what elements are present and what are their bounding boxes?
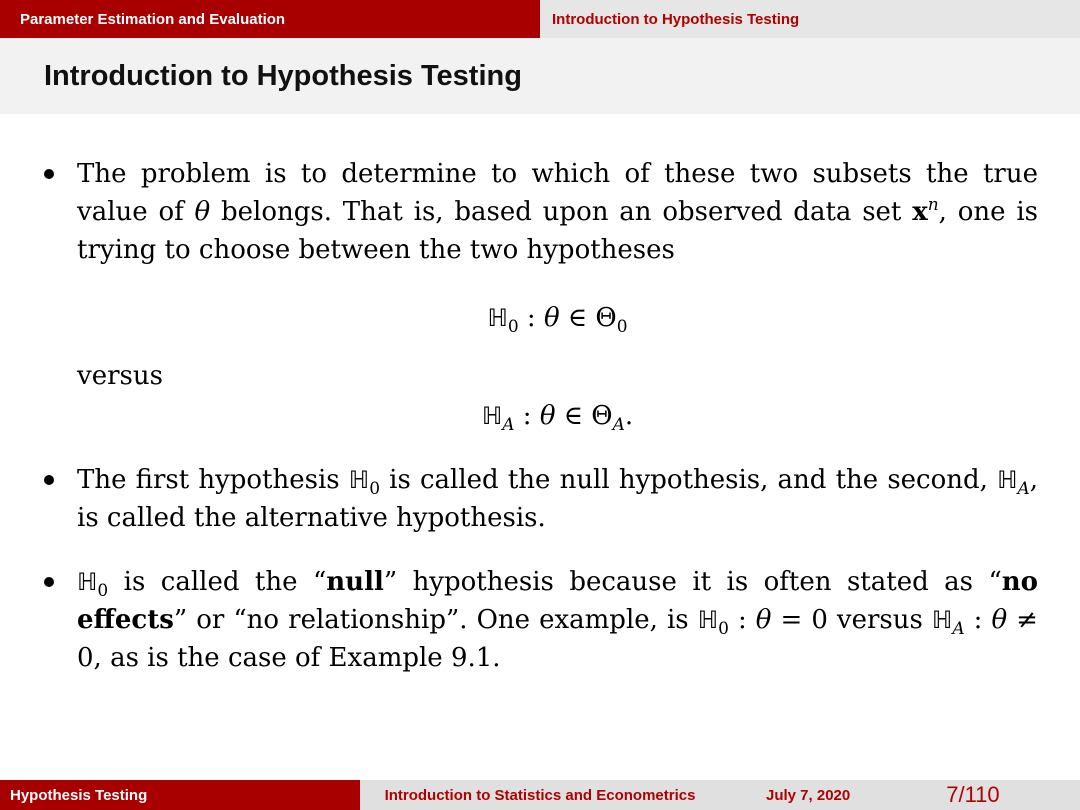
blackboard-h: ℍ bbox=[997, 466, 1018, 494]
text: The problem is to determine to which of these two subsets the true value of bbox=[77, 159, 1038, 227]
footer-date: July 7, 2020 bbox=[766, 786, 851, 804]
blackboard-h: ℍ bbox=[487, 304, 508, 332]
text: belongs. That is, based upon an observed data set bbox=[210, 197, 913, 227]
text: ∈ Θ bbox=[559, 303, 617, 333]
blackboard-h: ℍ bbox=[697, 606, 719, 634]
footer-bar bbox=[0, 780, 1080, 810]
bullet-icon bbox=[44, 475, 54, 485]
text: : bbox=[964, 605, 992, 635]
page-number: 7/110 bbox=[946, 782, 1000, 807]
text: is called the null hypothesis, and the second, bbox=[380, 465, 998, 495]
text: The first hypothesis bbox=[77, 465, 349, 495]
subscript: 0 bbox=[616, 317, 628, 337]
blackboard-h: ℍ bbox=[77, 568, 98, 596]
header-subsection[interactable]: Introduction to Hypothesis Testing bbox=[540, 0, 1080, 38]
text: is called the “ bbox=[108, 567, 327, 597]
versus-text: versus bbox=[77, 361, 163, 391]
subscript: A bbox=[952, 619, 965, 639]
slide-content bbox=[44, 155, 1038, 677]
subscript: A bbox=[502, 415, 515, 435]
null-hypothesis-equation bbox=[44, 299, 1038, 337]
x-symbol: x bbox=[912, 197, 928, 227]
text: . bbox=[624, 401, 634, 431]
text: : bbox=[514, 401, 540, 431]
text: ∈ Θ bbox=[555, 401, 613, 431]
theta-symbol: θ bbox=[194, 197, 211, 227]
alternative-hypothesis-equation bbox=[44, 397, 1038, 435]
theta-symbol: θ bbox=[755, 605, 772, 635]
bullet-icon bbox=[44, 169, 54, 179]
subscript: 0 bbox=[369, 479, 381, 499]
bullet-item-3 bbox=[44, 563, 1038, 677]
theta-symbol: θ bbox=[543, 303, 560, 333]
text: , is called the alternative hypothesis. bbox=[77, 465, 1039, 533]
bold-no-effects: no effects bbox=[77, 567, 1038, 635]
text: ” hypothesis because it is often stated as “ bbox=[383, 567, 1002, 597]
bullet-item-1 bbox=[44, 155, 1038, 269]
text: ” or “no relationship”. One example, is bbox=[173, 605, 698, 635]
text: ≠ 0, as is the case of Example 9.1. bbox=[77, 605, 1038, 673]
subscript: A bbox=[1017, 479, 1030, 499]
header-bar bbox=[0, 0, 1080, 38]
bullet-item-2 bbox=[44, 461, 1038, 537]
theta-symbol: θ bbox=[991, 605, 1008, 635]
text: : bbox=[728, 605, 756, 635]
footer-short-title[interactable]: Hypothesis Testing bbox=[0, 780, 360, 810]
footer-meta bbox=[720, 780, 1080, 810]
text: = 0 versus bbox=[771, 605, 932, 635]
subscript: 0 bbox=[718, 619, 729, 639]
text: , one is trying to choose between the two hypotheses bbox=[77, 197, 1038, 265]
bullet-icon bbox=[44, 577, 54, 587]
header-section[interactable]: Parameter Estimation and Evaluation bbox=[0, 0, 540, 38]
bold-null: null bbox=[326, 567, 384, 597]
theta-symbol: θ bbox=[539, 401, 556, 431]
frame-title: Introduction to Hypothesis Testing bbox=[0, 38, 1080, 114]
subscript: 0 bbox=[97, 581, 109, 601]
n-superscript: n bbox=[927, 195, 939, 215]
text: : bbox=[518, 303, 544, 333]
subscript: A bbox=[612, 415, 625, 435]
subscript: 0 bbox=[507, 317, 519, 337]
blackboard-h: ℍ bbox=[931, 606, 953, 634]
footer-course[interactable]: Introduction to Statistics and Econometrics bbox=[360, 780, 720, 810]
blackboard-h: ℍ bbox=[481, 402, 503, 430]
blackboard-h: ℍ bbox=[348, 466, 370, 494]
